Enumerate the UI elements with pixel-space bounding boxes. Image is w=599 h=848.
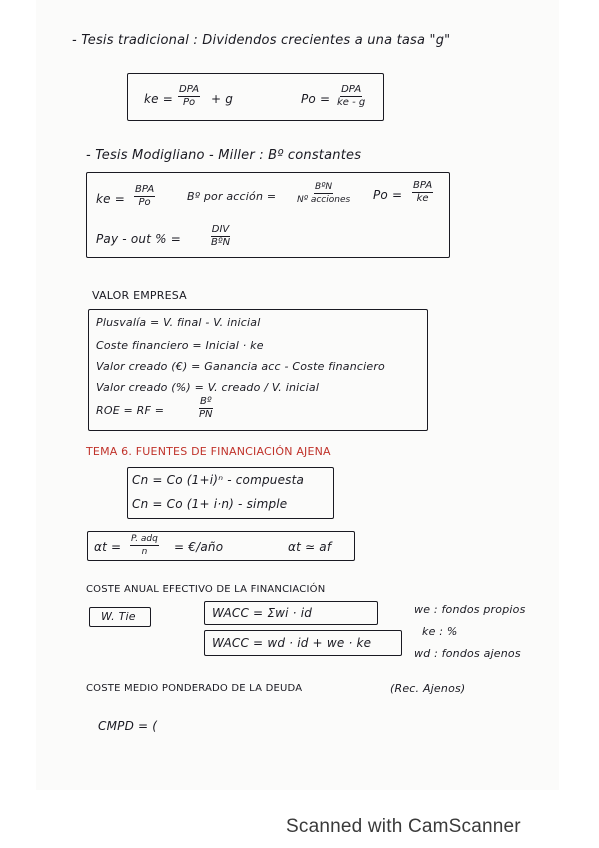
cmpd-formula: CMPD = ( <box>98 719 158 733</box>
coste-anual-heading: COSTE ANUAL EFECTIVO DE LA FINANCIACIÓN <box>86 584 326 595</box>
numerator: BPA <box>135 184 155 195</box>
legend-wd: wd : fondos ajenos <box>414 647 521 660</box>
numerator: BPA <box>413 180 433 191</box>
roe-lhs: ROE = RF = <box>96 404 165 417</box>
numerator: Bº <box>199 396 212 407</box>
dpa-over-po <box>178 84 200 109</box>
po-lhs-mm: Po = <box>373 188 403 202</box>
bpa-over-ke <box>412 180 433 205</box>
denominator: ke - g <box>337 97 366 108</box>
wtie-label: W. Tie <box>101 610 136 623</box>
beneficio-por-accion: Bº por acción = <box>187 190 277 203</box>
legend-we: we : fondos propios <box>414 603 526 616</box>
wacc-general: WACC = Σwi · id <box>212 606 313 620</box>
euro-per-year: = €/año <box>174 540 224 554</box>
coste-medio-heading: COSTE MEDIO PONDERADO DE LA DEUDA <box>86 683 303 694</box>
numerator: DPA <box>341 84 362 95</box>
coste-financiero-line: Coste financiero = Inicial · ke <box>96 339 264 352</box>
plusvalia-line: Plusvalía = V. final - V. inicial <box>96 316 261 329</box>
valor-empresa-heading: VALOR EMPRESA <box>92 289 187 302</box>
tesis-tradicional-heading: - Tesis tradicional : Dividendos crecientes a una tasa "g" <box>72 33 451 48</box>
dpa-over-ke-g <box>336 84 366 109</box>
valor-creado-eur-line: Valor creado (€) = Ganancia acc - Coste financiero <box>96 360 385 373</box>
interes-compuesto: Cn = Co (1+i)ⁿ - compuesta <box>132 473 305 487</box>
payout-lhs: Pay - out % = <box>96 232 181 246</box>
numerator: DIV <box>211 224 230 235</box>
padq-over-n <box>130 533 159 558</box>
bn-over-nacciones <box>296 181 351 206</box>
ke-lhs: ke = <box>144 92 174 106</box>
valor-creado-pct-line: Valor creado (%) = V. creado / V. inicial <box>96 381 320 394</box>
alpha-t-approx: αt ≃ af <box>288 540 332 554</box>
camscanner-watermark: Scanned with CamScanner <box>286 816 521 837</box>
denominator: n <box>141 547 148 557</box>
b-over-pn <box>198 396 214 421</box>
po-lhs: Po = <box>301 92 331 106</box>
denominator: ke <box>416 193 429 204</box>
legend-ke: ke : % <box>422 625 458 638</box>
wacc-expanded: WACC = wd · id + we · ke <box>212 636 372 650</box>
denominator: Nº acciones <box>297 195 351 205</box>
modigliani-heading: - Tesis Modigliano - Miller : Bº constantes <box>86 148 362 163</box>
numerator: P. adq <box>131 534 158 544</box>
denominator: BºN <box>211 237 231 248</box>
plus-g: + g <box>211 92 234 106</box>
tema6-heading: TEMA 6. FUENTES DE FINANCIACIÓN AJENA <box>86 445 331 458</box>
denominator: Po <box>138 197 151 208</box>
bpa-over-po <box>134 184 155 209</box>
interes-simple: Cn = Co (1+ i·n) - simple <box>132 497 288 511</box>
numerator: DPA <box>179 84 200 95</box>
div-over-bn <box>210 224 231 249</box>
denominator: PN <box>199 409 213 420</box>
rec-ajenos-note: (Rec. Ajenos) <box>390 682 466 695</box>
denominator: Po <box>182 97 196 108</box>
ke-lhs-mm: ke = <box>96 192 126 206</box>
numerator: BºN <box>315 182 333 192</box>
alpha-t-lhs: αt = <box>94 540 122 554</box>
